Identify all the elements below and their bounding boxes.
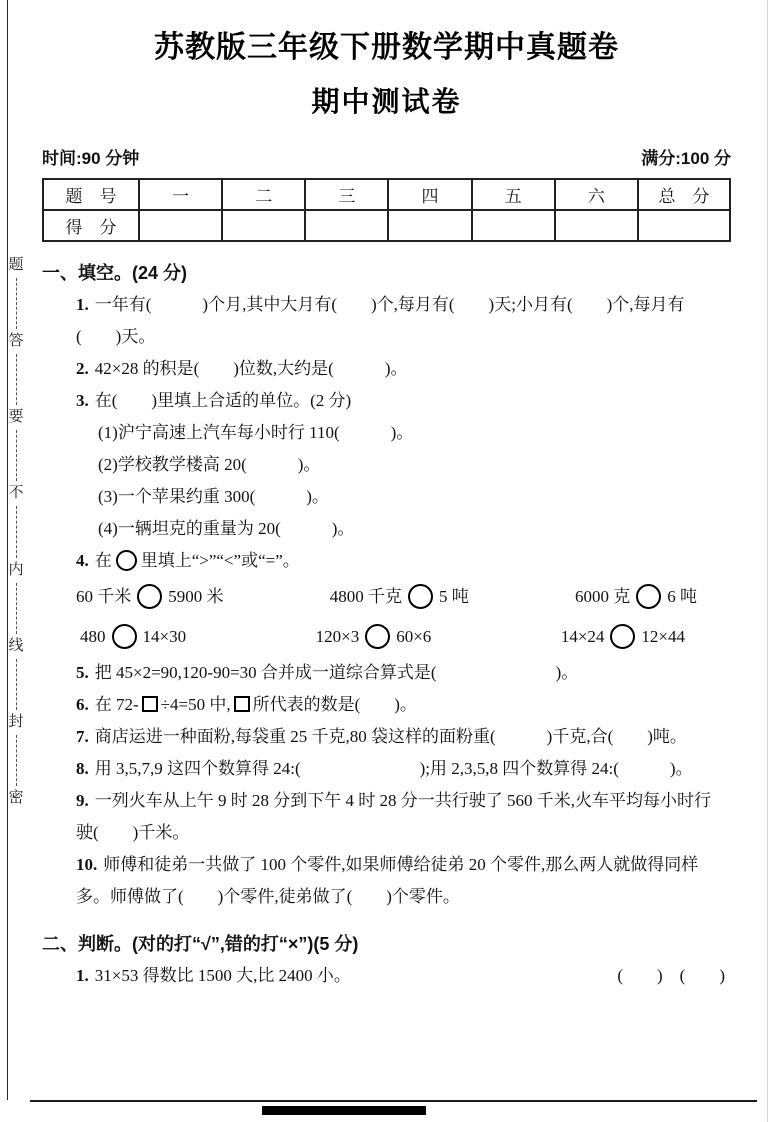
comparison-left: 480 [80, 627, 106, 646]
time-limit-label: 时间:90 分钟 [42, 149, 140, 168]
score-row-label: 得 分 [43, 210, 139, 241]
compare-circle-icon [116, 550, 137, 571]
comparison-right: 60×6 [396, 627, 432, 646]
question-number: 3. [76, 391, 89, 410]
compare-circle-icon [636, 584, 661, 609]
comparison-right: 5 吨 [439, 587, 469, 606]
seal-dash-segment [16, 278, 17, 329]
score-cell [555, 210, 638, 241]
page-bottom-rule [30, 1100, 757, 1102]
comparison-item [330, 581, 469, 613]
score-table-col: 一 [139, 179, 222, 210]
score-table-col: 五 [472, 179, 555, 210]
question-4 [76, 545, 731, 657]
question-text: 42×28 的积是( )位数,大约是( )。 [94, 359, 408, 378]
question-number: 1. [76, 966, 89, 985]
score-table-col: 六 [555, 179, 638, 210]
score-table-col: 四 [388, 179, 471, 210]
comparison-row-2 [76, 617, 725, 657]
comparison-right: 14×30 [142, 627, 187, 646]
comparison-row-1 [76, 577, 725, 617]
question-text: 在 72- [94, 695, 139, 714]
exam-title: 苏教版三年级下册数学期中真题卷 [154, 31, 619, 64]
score-cell [305, 210, 388, 241]
seal-char: 题 [8, 257, 24, 273]
seal-dash-segment [16, 354, 17, 405]
compare-circle-icon [408, 584, 433, 609]
question-text: 把 45×2=90,120-90=30 合并成一道综合算式是( )。 [94, 663, 579, 682]
question-text: 所代表的数是( )。 [252, 695, 417, 714]
question-number: 1. [76, 295, 89, 314]
seal-line-column [6, 258, 26, 806]
question-text: 里填上“>”“<”或“=”。 [140, 551, 300, 570]
question-10 [76, 849, 731, 913]
compare-circle-icon [610, 624, 635, 649]
full-score-label: 满分:100 分 [641, 149, 731, 168]
question-text: 在 [94, 551, 112, 570]
question-number: 2. [76, 359, 89, 378]
question-3 [76, 385, 731, 545]
score-table-col: 二 [222, 179, 305, 210]
blank-box-icon [234, 696, 250, 712]
score-cell [222, 210, 305, 241]
seal-dash-segment [16, 430, 17, 481]
question-7 [76, 721, 731, 753]
seal-dash-segment [16, 506, 17, 557]
comparison-left: 14×24 [560, 627, 605, 646]
question-number: 5. [76, 663, 89, 682]
answer-blank: ( ) ( ) [617, 966, 725, 985]
question-5 [76, 657, 731, 689]
section2-heading: 二、判断。(对的打“√”,错的打“×”)(5 分) [42, 934, 359, 954]
comparison-left: 60 千米 [76, 587, 132, 606]
comparison-right: 12×44 [641, 627, 685, 646]
score-table [42, 178, 731, 242]
question-text: 在( )里填上合适的单位。(2 分) [94, 391, 352, 410]
comparison-item [316, 621, 432, 653]
seal-dash-segment [16, 735, 17, 786]
comparison-item [76, 581, 224, 613]
question-number: 9. [76, 791, 89, 810]
comparison-right: 6 吨 [667, 587, 697, 606]
question-text: 商店运进一种面粉,每袋重 25 千克,80 袋这样的面粉重( )千克,合( )吨。 [94, 727, 687, 746]
score-cell [472, 210, 555, 241]
score-cell [139, 210, 222, 241]
seal-char: 不 [8, 485, 24, 502]
question-3-sub-4: (4)一辆坦克的重量为 20( )。 [98, 519, 355, 538]
score-table-score-row [43, 210, 730, 241]
score-cell [638, 210, 730, 241]
comparison-item [80, 621, 186, 653]
judgment-question-body [76, 960, 351, 992]
score-table-header-label: 题 号 [43, 179, 139, 210]
question-number: 6. [76, 695, 89, 714]
question-number: 8. [76, 759, 89, 778]
question-9 [76, 785, 731, 849]
section1-heading: 一、填空。(24 分) [42, 263, 188, 283]
exam-subtitle: 期中测试卷 [311, 86, 462, 117]
seal-dash-segment [16, 583, 17, 634]
comparison-right: 5900 米 [168, 587, 224, 606]
judgment-question-1 [76, 960, 731, 992]
question-text: 用 3,5,7,9 这四个数算得 24:( );用 2,3,5,8 四个数算得 24:( )。 [94, 759, 693, 778]
question-number: 10. [76, 855, 98, 874]
comparison-left: 120×3 [315, 627, 360, 646]
blank-box-icon [142, 696, 158, 712]
seal-char: 要 [8, 409, 24, 426]
question-6 [76, 689, 731, 721]
question-text: 一年有( )个月,其中大月有( )个,每月有( )天;小月有( )个,每月有( )天。 [76, 295, 685, 346]
page-content [42, 0, 731, 992]
question-1 [76, 289, 731, 353]
score-cell [388, 210, 471, 241]
question-3-sub-3: (3)一个苹果约重 300( )。 [98, 487, 329, 506]
comparison-left: 4800 千克 [329, 587, 402, 606]
seal-char: 内 [8, 561, 24, 578]
score-table-header-row [43, 179, 730, 210]
seal-char: 封 [8, 713, 24, 730]
page-right-border [767, 0, 768, 1122]
question-text: 一列火车从上午 9 时 28 分到下午 4 时 28 分一共行驶了 560 千米,火车平均每小时行驶( )千米。 [76, 791, 711, 842]
question-3-sub-1: (1)沪宁高速上汽车每小时行 110( )。 [98, 423, 414, 442]
question-text: 师傅和徒弟一共做了 100 个零件,如果师傅给徒弟 20 个零件,那么两人就做得同样多。师傅做了( )个零件,徒弟做了( )个零件。 [76, 855, 699, 906]
compare-circle-icon [137, 584, 162, 609]
seal-char: 密 [8, 789, 24, 806]
exam-info-row [42, 144, 731, 169]
comparison-item [575, 581, 697, 613]
compare-circle-icon [112, 624, 137, 649]
score-table-col: 三 [305, 179, 388, 210]
scan-artifact-bar [262, 1106, 426, 1115]
question-3-sub-2: (2)学校教学楼高 20( )。 [98, 455, 321, 474]
comparison-left: 6000 克 [575, 587, 631, 606]
question-4-intro [76, 545, 725, 577]
score-table-total-col: 总 分 [638, 179, 730, 210]
seal-char: 答 [8, 333, 24, 350]
seal-char: 线 [8, 637, 24, 654]
question-text: ÷4=50 中, [160, 695, 231, 714]
seal-dash-segment [16, 659, 17, 710]
comparison-item [561, 621, 685, 653]
compare-circle-icon [365, 624, 390, 649]
question-8 [76, 753, 731, 785]
question-text: 31×53 得数比 1500 大,比 2400 小。 [94, 966, 351, 985]
question-2 [76, 353, 731, 385]
question-number: 7. [76, 727, 89, 746]
question-number: 4. [76, 551, 89, 570]
